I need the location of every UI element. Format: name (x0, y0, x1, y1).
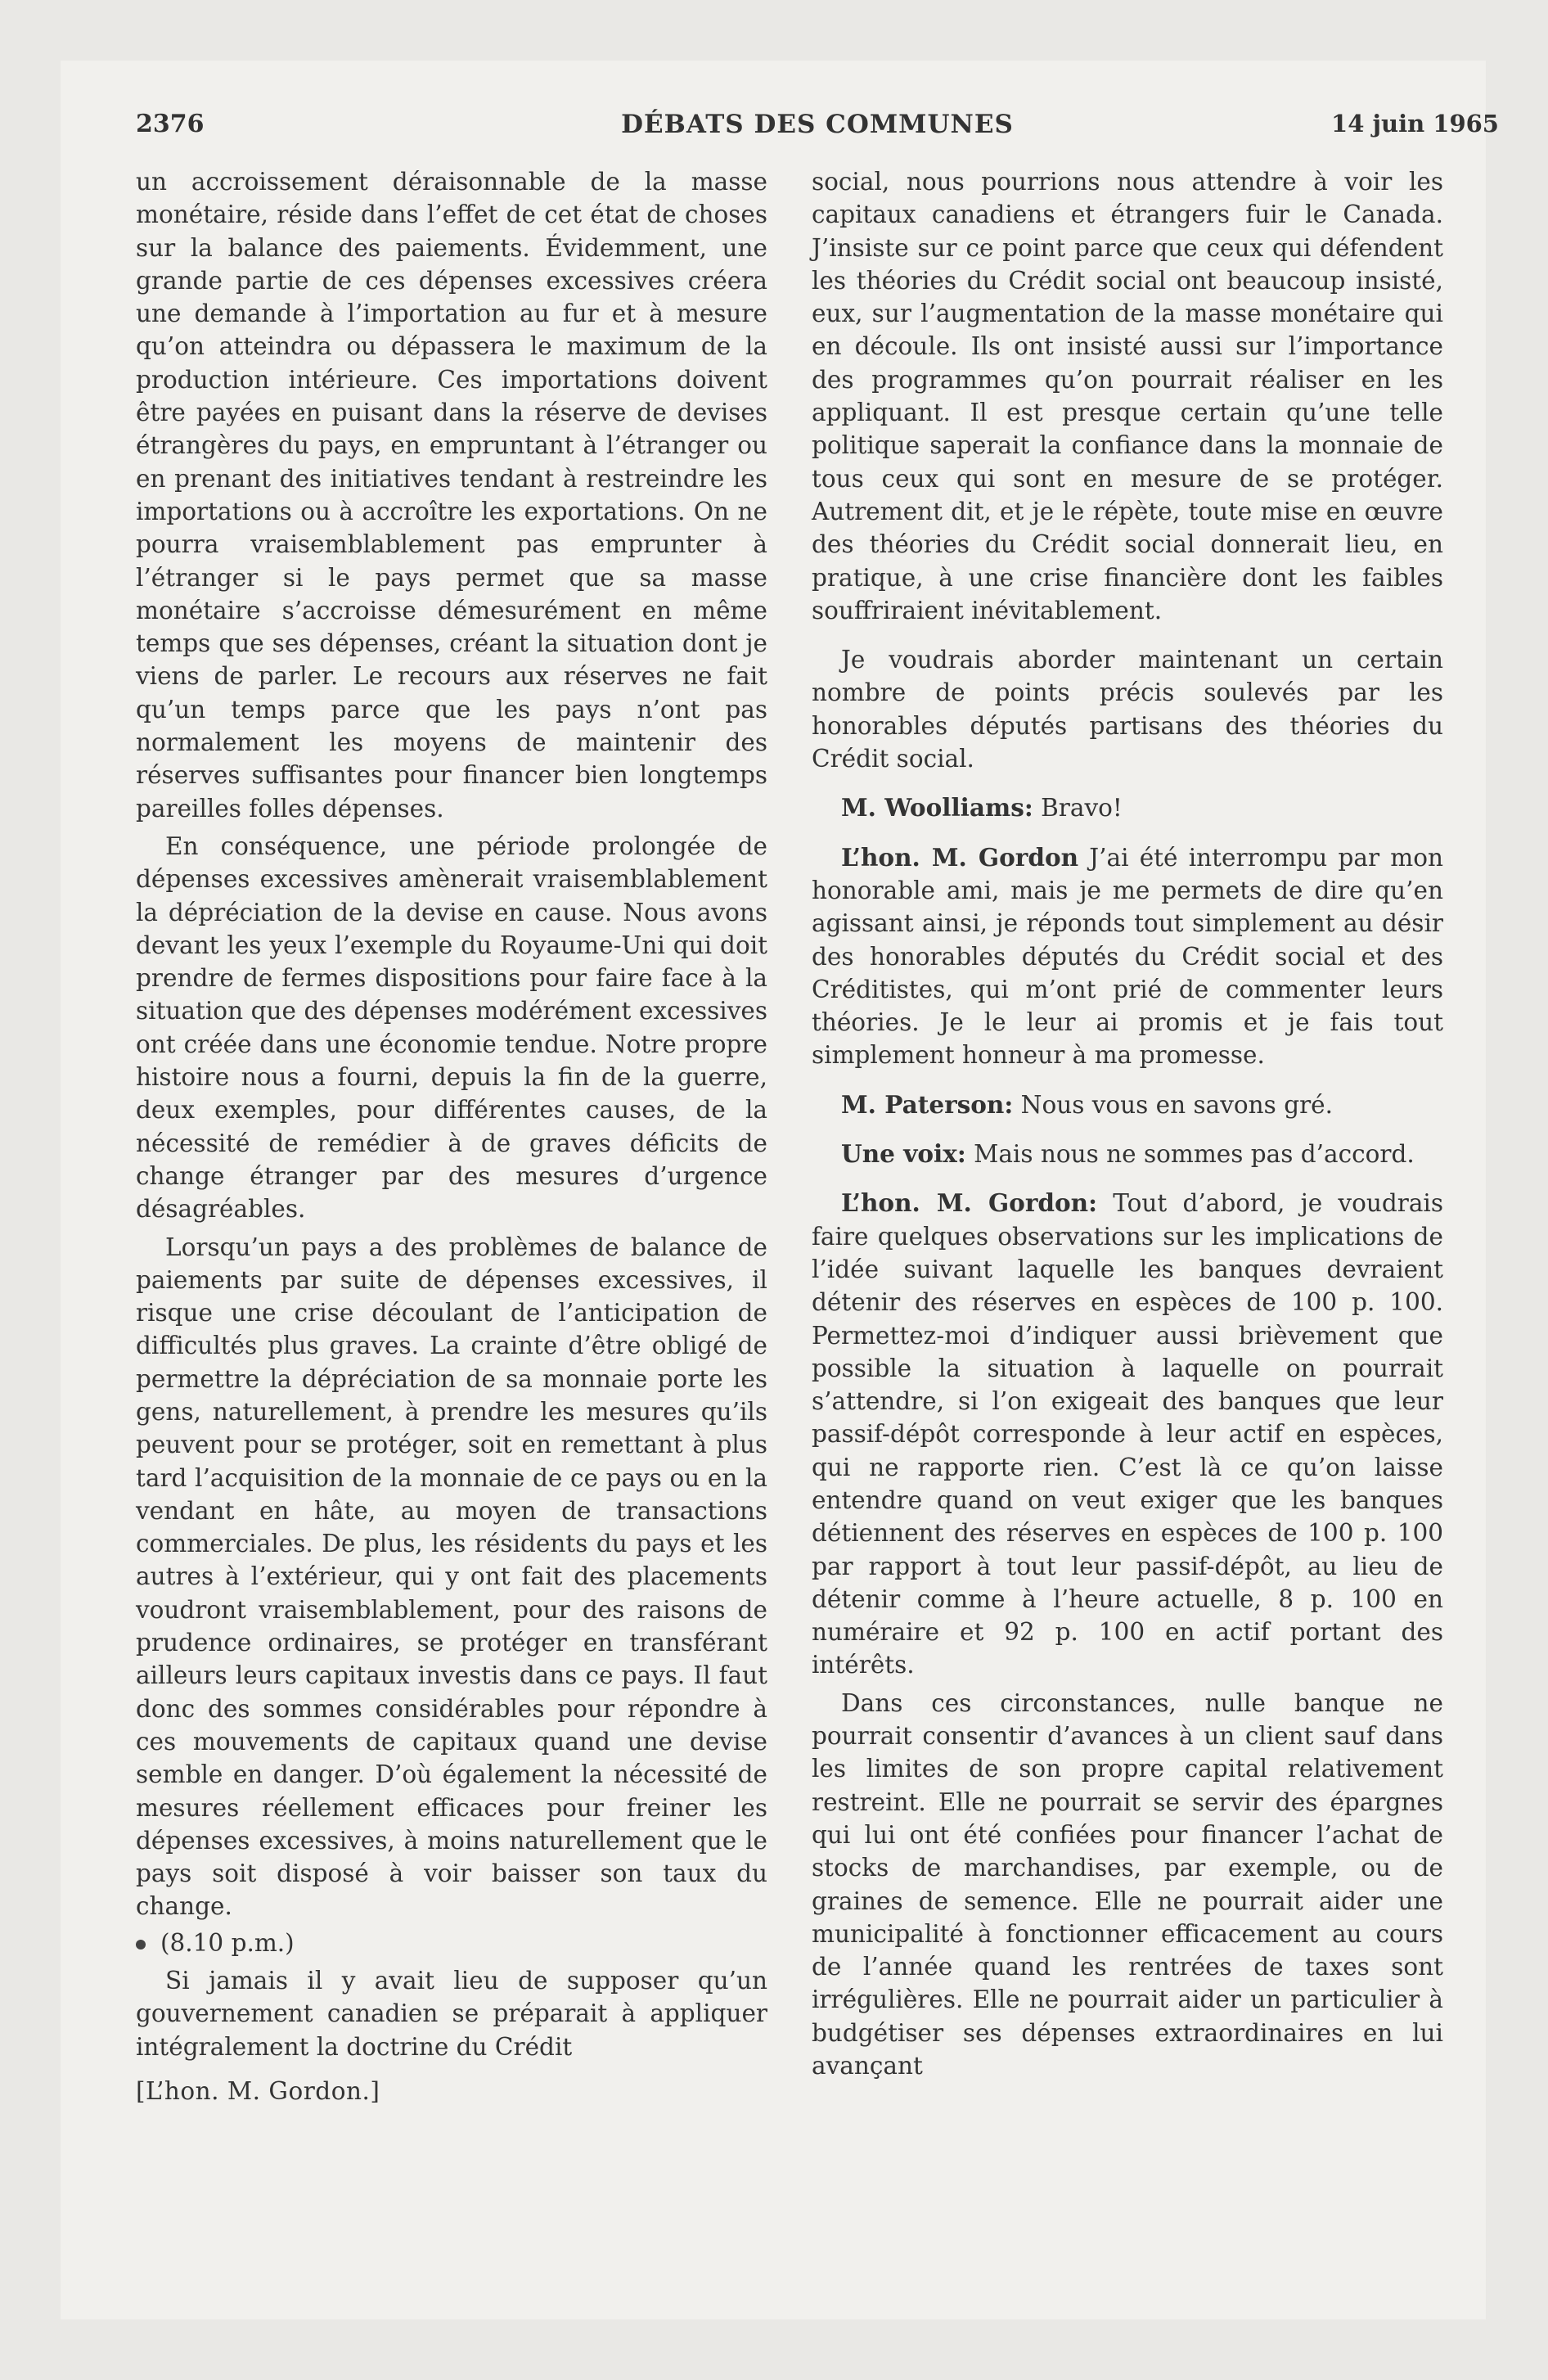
paragraph: En conséquence, une période prolongée de dépenses excessives amènerait vraisemblablement la dépréciation de la devise en cause. Nous avons devant les yeux l’exemple du Royaume-Uni qui doit prendre de fermes dispositions pour faire face à la situation que des dépenses modérément excessives ont créée dans une économie tendue. Notre propre histoire nous a fourni, depuis la fin de la guerre, deux exemples, pour différentes causes, de la nécessité de remédier à de graves déficits de change étranger par des mesures d’urgence désagréables. (136, 832, 767, 1224)
paragraph: un accroissement déraisonnable de la masse monétaire, réside dans l’effet de cet état de choses sur la balance des paiements. Évidemment, une grande partie de ces dépenses excessives créera une demande à l’importation au fur et à mesure qu’on atteindra ou dépassera le maximum de la production intérieure. Ces importations doivent être payées en puisant dans la réserve de devises étrangères du pays, en empruntant à l’étranger ou en prenant des initiatives tendant à restreindre les importations ou à accroître les exportations. On ne pourra vraisemblablement pas emprunter à l’étranger si le pays permet que sa masse monétaire s’accroisse démesurément en même temps que ses dépenses, créant la situation dont je viens de parler. Le recours aux réserves ne fait qu’un temps parce que les pays n’ont pas normalement les moyens de maintenir des réserves suffisantes pour financer bien longtemps pareilles folles dépenses. (136, 168, 767, 823)
publication-title: DÉBATS DES COMMUNES (621, 110, 1014, 139)
speech-une-voix (812, 1138, 1443, 1170)
right-column (812, 165, 1443, 2082)
speaker-name: Une voix: (841, 1139, 966, 1169)
speech-text: Bravo! (1041, 794, 1123, 823)
speech-gordon-2 (812, 1187, 1443, 1681)
speech-text: Nous vous en savons gré. (1020, 1090, 1334, 1119)
speech-woolliams (812, 791, 1443, 824)
time-marker (136, 1927, 767, 1959)
paragraph: Si jamais il y avait lieu de supposer qu’un gouvernement canadien se préparait à appliquer intégralement la doctrine du Crédit (136, 1967, 767, 2061)
paragraph: social, nous pourrions nous attendre à voir les capitaux canadiens et étrangers fuir le Canada. J’insiste sur ce point parce que ceux qui défendent les théories du Crédit social ont beaucoup insisté, eux, sur l’augmentation de la masse monétaire qui en découle. Ils ont insisté aussi sur l’importance des programmes qu’on pourrait réaliser en les appliquant. Il est presque certain qu’une telle politique saperait la confiance dans la monnaie de tous ceux qui sont en mesure de se protéger. Autrement dit, et je le répète, toute mise en œuvre des théories du Crédit social donnerait lieu, en pratique, à une crise financière dont les faibles souffriraient inévitablement. (812, 168, 1443, 624)
speech-gordon (812, 841, 1443, 1072)
speech-text: J’ai été interrompu par mon honorable ami, mais je me permets de dire qu’en agissant ainsi, je réponds tout simplement au désir des honorables députés du Crédit social et des Créditistes, qui m’ont prié de commenter leurs théories. Je le leur ai promis et je fais tout simplement honneur à ma promesse. (812, 843, 1443, 1070)
speech-text: Mais nous ne sommes pas d’accord. (974, 1140, 1415, 1169)
speech-paterson (812, 1089, 1443, 1121)
page-number: 2376 (136, 110, 205, 138)
speaker-name: M. Woolliams: (841, 793, 1033, 823)
time-marker-text: (8.10 p.m.) (160, 1928, 295, 1957)
paragraph: Dans ces circonstances, nulle banque ne pourrait consentir d’avances à un client sauf dans les limites de son propre capital relativement restreint. Elle ne pourrait se servir des épargnes qui lui ont été confiées pour financer l’achat de stocks de marchandises, par exemple, ou de graines de semence. Elle ne pourrait aider une municipalité à fonctionner efficacement au cours de l’année quand les rentrées de taxes sont irrégulières. Elle ne pourrait aider un particulier à budgétiser ses dépenses extraordinaires en lui avançant (812, 1688, 1443, 2080)
speaker-name: L’hon. M. Gordon: (841, 1188, 1098, 1218)
speaker-name: M. Paterson: (841, 1089, 1014, 1119)
speaker-attribution: [L’hon. M. Gordon.] (136, 2076, 380, 2105)
document-page (61, 61, 1499, 2319)
running-head (136, 110, 1499, 152)
left-column (136, 165, 767, 2107)
bullet-icon (136, 1940, 146, 1950)
session-date: 14 juin 1965 (1331, 110, 1499, 137)
paragraph: Je voudrais aborder maintenant un certain nombre de points précis soulevés par les honorables députés partisans des théories du Crédit social. (812, 646, 1443, 773)
paragraph: Lorsqu’un pays a des problèmes de balance de paiements par suite de dépenses excessives, il risque une crise découlant de l’anticipation de difficultés plus graves. La crainte d’être obligé de permettre la dépréciation de sa monnaie porte les gens, naturellement, à prendre les mesures qu’ils peuvent pour se protéger, soit en remettant à plus tard l’acquisition de la monnaie de ce pays ou en la vendant en hâte, au moyen de transactions commerciales. De plus, les résidents du pays et les autres à l’extérieur, qui y ont fait des placements voudront vraisemblablement, pour des raisons de prudence ordinaires, se protéger en transférant ailleurs leurs capitaux investis dans ce pays. Il faut donc des sommes considérables pour répondre à ces mouvements de capitaux quand une devise semble en danger. D’où également la nécessité de mesures réellement efficaces pour freiner les dépenses excessives, à moins naturellement que le pays soit disposé à voir baisser son taux du change. (136, 1233, 767, 1921)
speaker-name: L’hon. M. Gordon (841, 842, 1079, 872)
speech-text: Tout d’abord, je voudrais faire quelques observations sur les implications de l’idée suivant laquelle les banques devraient détenir des réserves en espèces de 100 p. 100. Permettez-moi d’indiquer aussi brièvement que possible la situation à laquelle on pourrait s’attendre, si l’on exigeait des banques que leur passif-dépôt corresponde à leur actif en espèces, qui ne rapporte rien. C’est là ce qu’on laisse entendre quand on veut exiger que les banques détiennent des réserves en espèces de 100 p. 100 par rapport à tout leur passif-dépôt, au lieu de détenir comme à l’heure actuelle, 8 p. 100 en numéraire et 92 p. 100 en actif portant des intérêts. (812, 1189, 1443, 1679)
